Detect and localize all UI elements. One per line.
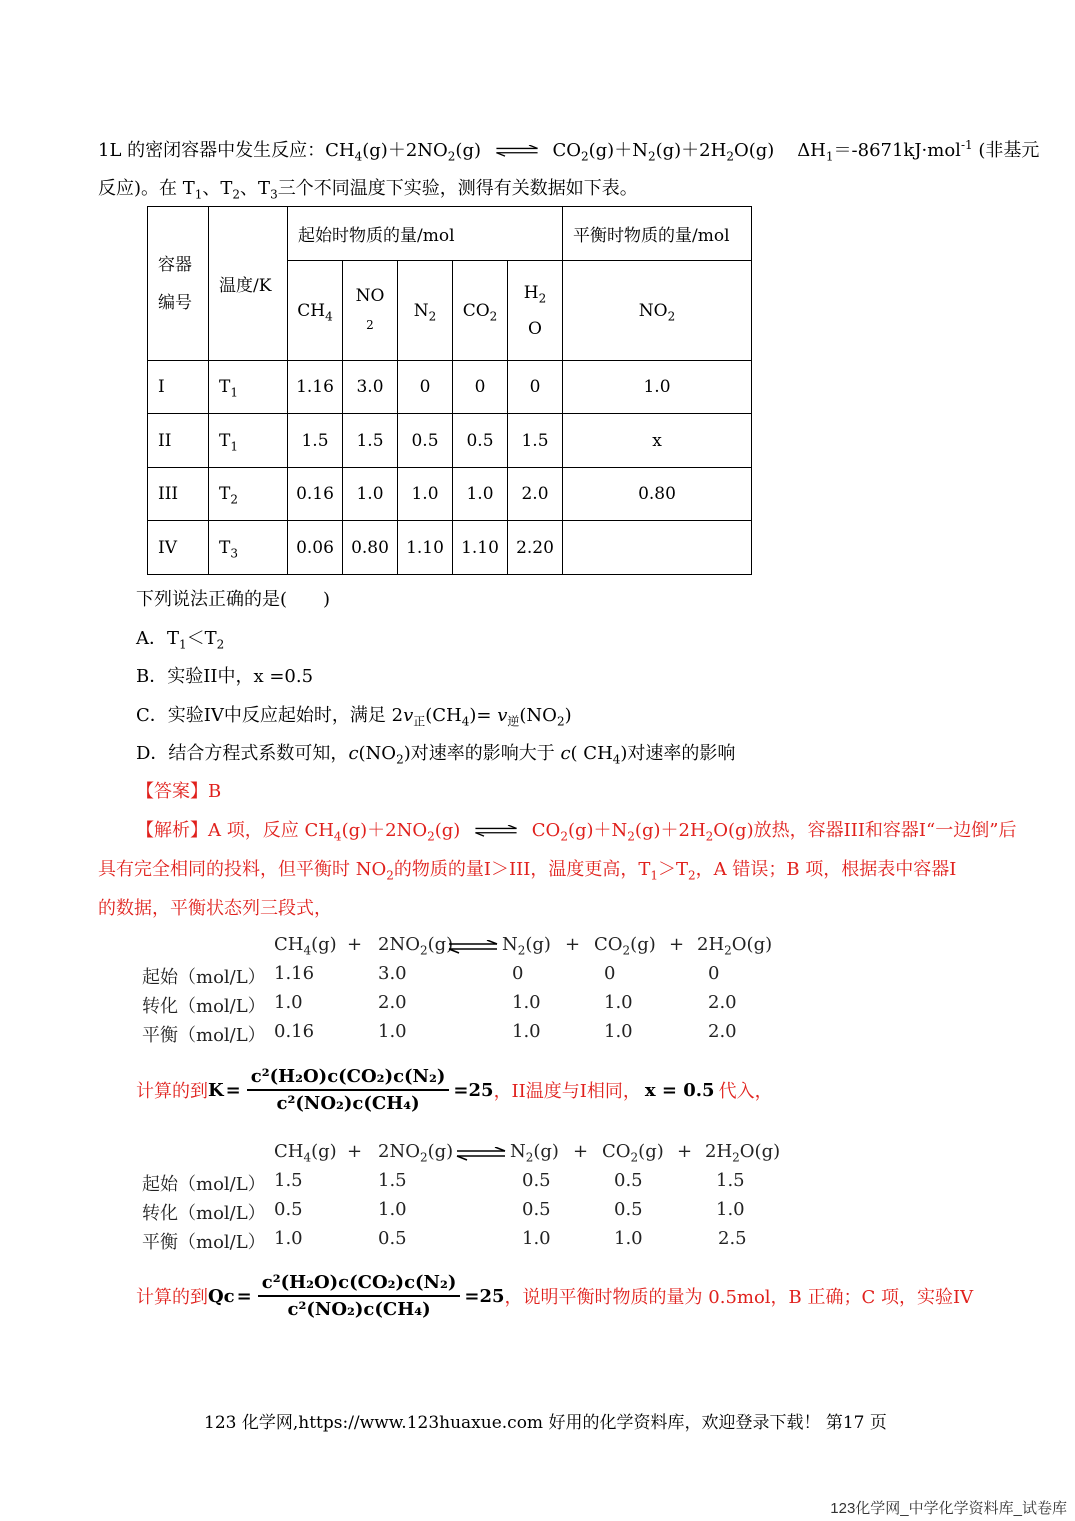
header-container: 容器 编号 <box>148 207 209 361</box>
calc-line-1: 计算的到 K = $\frac{\text{c²(H₂O)c(CO₂)c(N₂)}}{\text{c²(NO₂)c(CH₄)}}$ =25 ，II温度与I相同， x = 0.5 代入， <box>136 1066 773 1114</box>
analysis-line-3: 的数据，平衡状态列三段式， <box>98 898 332 919</box>
question-stem: 下列说法正确的是( ) <box>136 589 331 610</box>
reversible-arrow-icon <box>470 825 522 837</box>
analysis-line-1: 【解析】A 项，反应 $CH_4(g)+2NO_2(g)$ $CO_2(g)+N_2(g)+2H_2O(g)$放热，容器III和容器I“一边倒”后 <box>136 820 1017 844</box>
reversible-arrow-icon <box>455 1147 507 1161</box>
table-row: III $T_2$ 0.16 1.0 1.0 1.0 2.0 0.80 <box>148 468 752 521</box>
option-d: D．结合方程式系数可知，$c(NO_2)$对速率的影响大于 c( $CH_4$)对速率的影响 <box>136 743 736 767</box>
experiment-data-table <box>147 206 752 575</box>
ice-table-2: $CH_4(g)$ + $2NO_2(g)$ $N_2(g)$ + $CO_2(g)$ + $2H_2O(g)$ 起始（mol/L） 1.5 1.5 0.5 0.5 1.5 转化（mol/L） 0.5 1.0 0.5 0.5 1.0 平衡（mol/L） 1.0 0.5 1.0 1.0 2.5 <box>142 1141 781 1253</box>
header-start-amount: 起始时物质的量/mol <box>288 207 563 261</box>
qc-fraction: $\frac{\text{c²(H₂O)c(CO₂)c(N₂)}}{\text{c²(NO₂)c(CH₄)}}$ <box>258 1272 461 1320</box>
analysis-line-2: 具有完全相同的投料，但平衡时 $NO_2$的物质的量I＞III，温度更高，$T_1>T_2$，A 错误；B 项，根据表中容器I <box>98 859 957 883</box>
table-row: IV $T_3$ 0.06 0.80 1.10 1.10 2.20 <box>148 521 752 575</box>
intro-line-2: 反应)。在 $T_1$、$T_2$、$T_3$三个不同温度下实验，测得有关数据如下表。 <box>98 178 638 202</box>
calc-line-2: 计算的到 Qc = $\frac{\text{c²(H₂O)c(CO₂)c(N₂)}}{\text{c²(NO₂)c(CH₄)}}$ =25 ，说明平衡时物质的量为 0.5mol，B 正确；C 项，实验IV <box>136 1272 974 1320</box>
table-row: I $T_1$ 1.16 3.0 0 0 0 1.0 <box>148 361 752 414</box>
ice-table-1: $CH_4(g)$ + $2NO_2(g)$ $N_2(g)$ + $CO_2(g)$ + $2H_2O(g)$ 起始（mol/L） 1.16 3.0 0 0 0 转化（mol/L） 1.0 2.0 1.0 1.0 2.0 平衡（mol/L） 0.16 1.0 1.0 1.0 2.0 <box>142 934 773 1046</box>
subheader-co2: $CO_2$ <box>453 261 508 361</box>
subheader-eq-no2: $NO_2$ <box>563 261 752 361</box>
intro-line-1: 1L 的密闭容器中发生反应：$CH_4(g)+2NO_2(g)$ $CO_2(g)+N_2(g)+2H_2O(g)$ $\Delta H_1=-8671kJ\cdot mol^{-1}$ (非基元 <box>98 138 1040 164</box>
header-eq-amount: 平衡时物质的量/mol <box>563 207 752 261</box>
reversible-arrow-icon <box>491 145 543 157</box>
subheader-ch4: $CH_4$ <box>288 261 343 361</box>
answer: 【答案】B <box>136 781 222 802</box>
reversible-arrow-icon <box>447 940 499 954</box>
option-b: B．实验II中，x =0.5 <box>136 666 314 687</box>
subheader-no2: NO 2 <box>343 261 398 361</box>
table-row: II $T_1$ 1.5 1.5 0.5 0.5 1.5 x <box>148 414 752 468</box>
option-a: A．$T_1<T_2$ <box>136 628 225 652</box>
watermark: 123化学网_中学化学资料库_试卷库 <box>830 1500 1067 1517</box>
page-footer: 123 化学网,https://www.123huaxue.com 好用的化学资料库，欢迎登录下载！ 第17 页 <box>204 1413 887 1433</box>
k-fraction: $\frac{\text{c²(H₂O)c(CO₂)c(N₂)}}{\text{c²(NO₂)c(CH₄)}}$ <box>247 1066 450 1114</box>
header-temp: 温度/K <box>209 207 288 361</box>
subheader-n2: $N_2$ <box>398 261 453 361</box>
subheader-h2o: $H_2$ O <box>508 261 563 361</box>
option-c: C．实验IV中反应起始时，满足 $2v_正(CH_4)= v_逆(NO_2)$ <box>136 705 572 729</box>
